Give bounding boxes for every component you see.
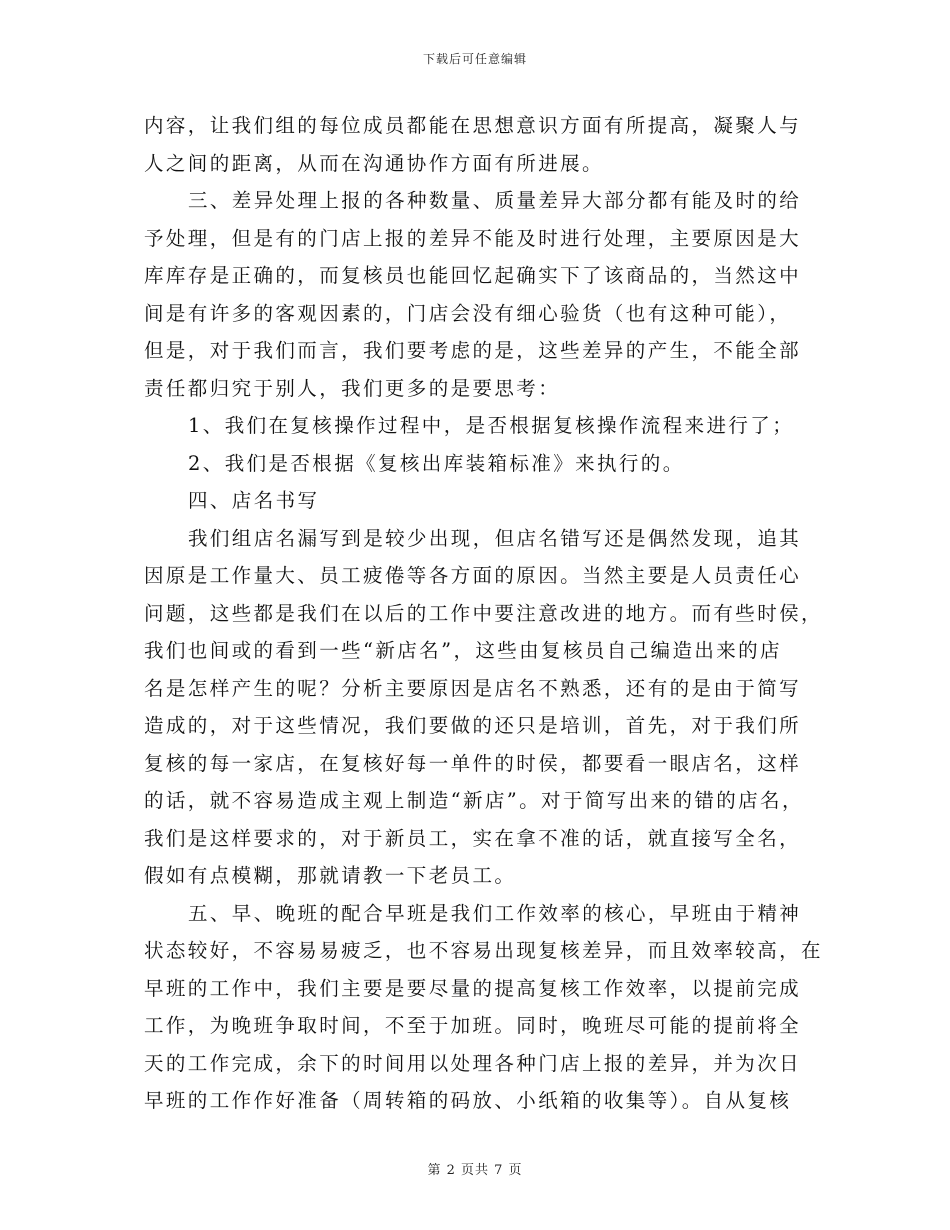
text-line: 名是怎样产生的呢？分析主要原因是店名不熟悉，还有的是由于简写 bbox=[144, 676, 802, 700]
text-line: 人之间的距离，从而在沟通协作方面有所进展。 bbox=[144, 151, 604, 175]
paragraph-start-line: 我们组店名漏写到是较少出现，但店名错写还是偶然发现，追其 bbox=[188, 526, 802, 550]
text-line: 的话，就不容易造成主观上制造“新店”。对于简写出来的错的店名， bbox=[144, 789, 804, 812]
list-item-line: 2、我们是否根据《复核出库装箱标准》来执行的。 bbox=[188, 451, 685, 475]
text-line: 早班的工作作好准备（周转箱的码放、小纸箱的收集等）。自从复核 bbox=[144, 1089, 792, 1112]
text-line: 问题，这些都是我们在以后的工作中要注意改进的地方。而有些时侯， bbox=[144, 601, 823, 625]
text-line: 我们也间或的看到一些“新店名”，这些由复核员自己编造出来的店 bbox=[144, 639, 782, 662]
list-item-line: 1、我们在复核操作过程中，是否根据复核操作流程来进行了； bbox=[188, 414, 795, 437]
text-line: 间是有许多的客观因素的，门店会没有细心验货（也有这种可能）， bbox=[144, 301, 792, 325]
text-line: 库库存是正确的，而复核员也能回忆起确实下了该商品的，当然这中 bbox=[144, 264, 802, 287]
text-line: 状态较好，不容易易疲乏，也不容易出现复核差异，而且效率较高，在 bbox=[144, 939, 823, 962]
text-line: 予处理，但是有的门店上报的差异不能及时进行处理，主要原因是大 bbox=[144, 226, 802, 250]
text-line: 复核的每一家店，在复核好每一单件的时侯，都要看一眼店名，这样 bbox=[144, 751, 802, 775]
text-line: 造成的，对于这些情况，我们要做的还只是培训，首先，对于我们所 bbox=[144, 714, 802, 737]
document-body bbox=[144, 107, 823, 1120]
text-line: 假如有点模糊，那就请教一下老员工。 bbox=[144, 864, 517, 887]
section-heading-line: 四、店名书写 bbox=[188, 489, 320, 512]
text-line: 但是，对于我们而言，我们要考虑的是，这些差异的产生，不能全部 bbox=[144, 339, 802, 362]
text-line: 因原是工作量大、员工疲倦等各方面的原因。当然主要是人员责任心 bbox=[144, 564, 802, 587]
text-line: 天的工作完成，余下的时间用以处理各种门店上报的差异，并为次日 bbox=[144, 1051, 802, 1075]
text-line: 早班的工作中，我们主要是要尽量的提高复核工作效率，以提前完成 bbox=[144, 976, 802, 1000]
section-heading-line: 五、早、晚班的配合早班是我们工作效率的核心，早班由于精神 bbox=[188, 901, 802, 925]
text-line: 我们是这样要求的，对于新员工，实在拿不准的话，就直接写全名， bbox=[144, 826, 802, 850]
text-line: 工作，为晚班争取时间，不至于加班。同时，晚班尽可能的提前将全 bbox=[144, 1014, 802, 1037]
text-line: 责任都归究于别人，我们更多的是要思考： bbox=[144, 376, 561, 400]
text-line: 内容，让我们组的每位成员都能在思想意识方面有所提高，凝聚人与 bbox=[144, 114, 802, 137]
page-header: 下载后可任意编辑 bbox=[422, 52, 527, 66]
section-heading-line: 三、差异处理上报的各种数量、质量差异大部分都有能及时的给 bbox=[188, 189, 802, 212]
page-footer: 第 2 页共 7 页 bbox=[427, 1163, 523, 1178]
